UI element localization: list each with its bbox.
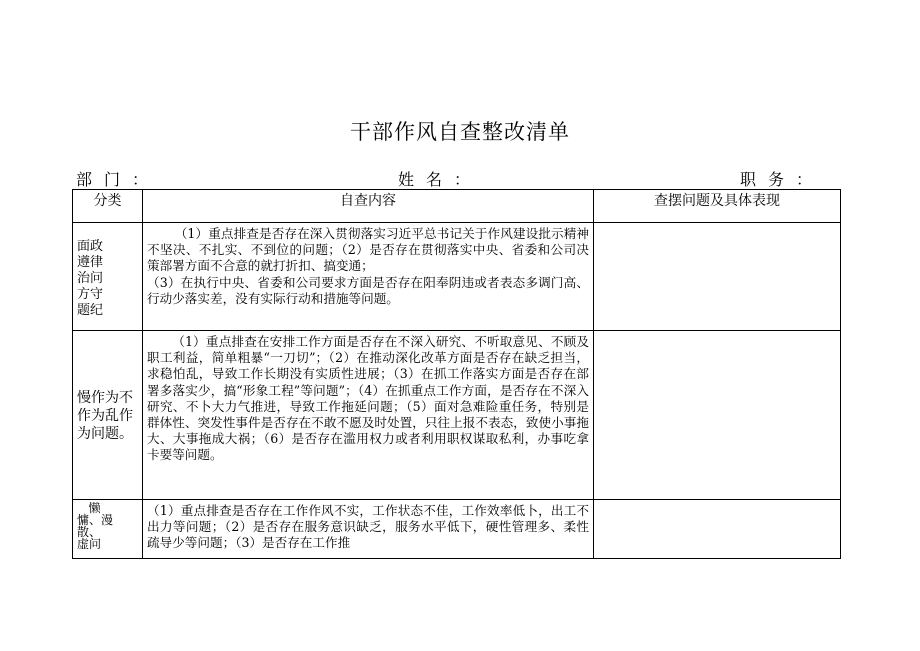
- field-position-label: 职务：: [740, 170, 825, 189]
- row-category-text: 慢作为不 作为乱作 为问题。: [77, 390, 133, 442]
- table-row: [73, 223, 841, 331]
- row-content-text: （1）重点排查在安排工作方面是否存在不深入研究、不听取意见、不顾及职工利益，简单粗暴“一刀切”；（2）在推动深化改革方面是否存在缺乏担当，求稳怕乱，导致工作长期没有实质性进展；（3）在抓工作落实方面是否存在部署多落实少，搞“形象工程”等问题”；（4）在抓重点工作方面，是否存在不深入研究、不卜大力气推进，导致工作拖延问题；（5）面对急难险重任务，特别是群体性、突发性事件是否存在不敢不愿及时处置，只往上报不表态，致使小事拖大、大事拖成大祸；（6）是否存在滥用权力或者利用职权谋取私利，办事吃拿卡要等问题。: [147, 334, 589, 463]
- row-issues-cell[interactable]: [594, 331, 841, 500]
- row-content: [143, 500, 594, 559]
- table-header-row: [73, 190, 841, 223]
- field-dept-label: 部门：: [76, 170, 161, 189]
- header-content: 自查内容: [143, 190, 594, 223]
- row-category: [73, 500, 143, 559]
- table-row: [73, 331, 841, 500]
- row-category-text: 懒 慵、漫 散、 虚问: [77, 501, 114, 551]
- header-category: 分类: [73, 190, 143, 223]
- row-category: [73, 223, 143, 331]
- row-content-text: （1）重点排查是否存在工作作风不实，工作状态不佳，工作效率低卜，出工不出力等问题；（2）是否存在服务意识缺乏，服务水平低下，硬性管理多、柔性疏导少等问题；（3）是否存在工作推: [147, 503, 589, 551]
- row-issues-cell[interactable]: [594, 500, 841, 559]
- row-category-text: 面政 遵律 治问 方守 题纪: [77, 239, 104, 318]
- row-content: [143, 331, 594, 500]
- row-content-text: （1）重点排查是否存在深入贯彻落实习近平总书记关于作风建设批示精神不坚决、不扎实、不到位的问题；（2）是否存在贯彻落实中央、省委和公司决策部署方面不合意的就打折扣、搞变通； （3）在执行中央、省委和公司要求方面是否存在阳奉阴违或者表态多调门高、行动少落实差，没有实际行动和措施等问题。: [147, 226, 589, 306]
- document-title: 干部作风自查整改清单: [350, 120, 570, 144]
- header-issues: 查摆问题及具体表现: [594, 190, 841, 223]
- row-content: [143, 223, 594, 331]
- row-category: [73, 331, 143, 500]
- table-row: [73, 500, 841, 559]
- row-issues-cell[interactable]: [594, 223, 841, 331]
- field-name-label: 姓名：: [398, 170, 483, 189]
- checklist-table: [72, 189, 841, 559]
